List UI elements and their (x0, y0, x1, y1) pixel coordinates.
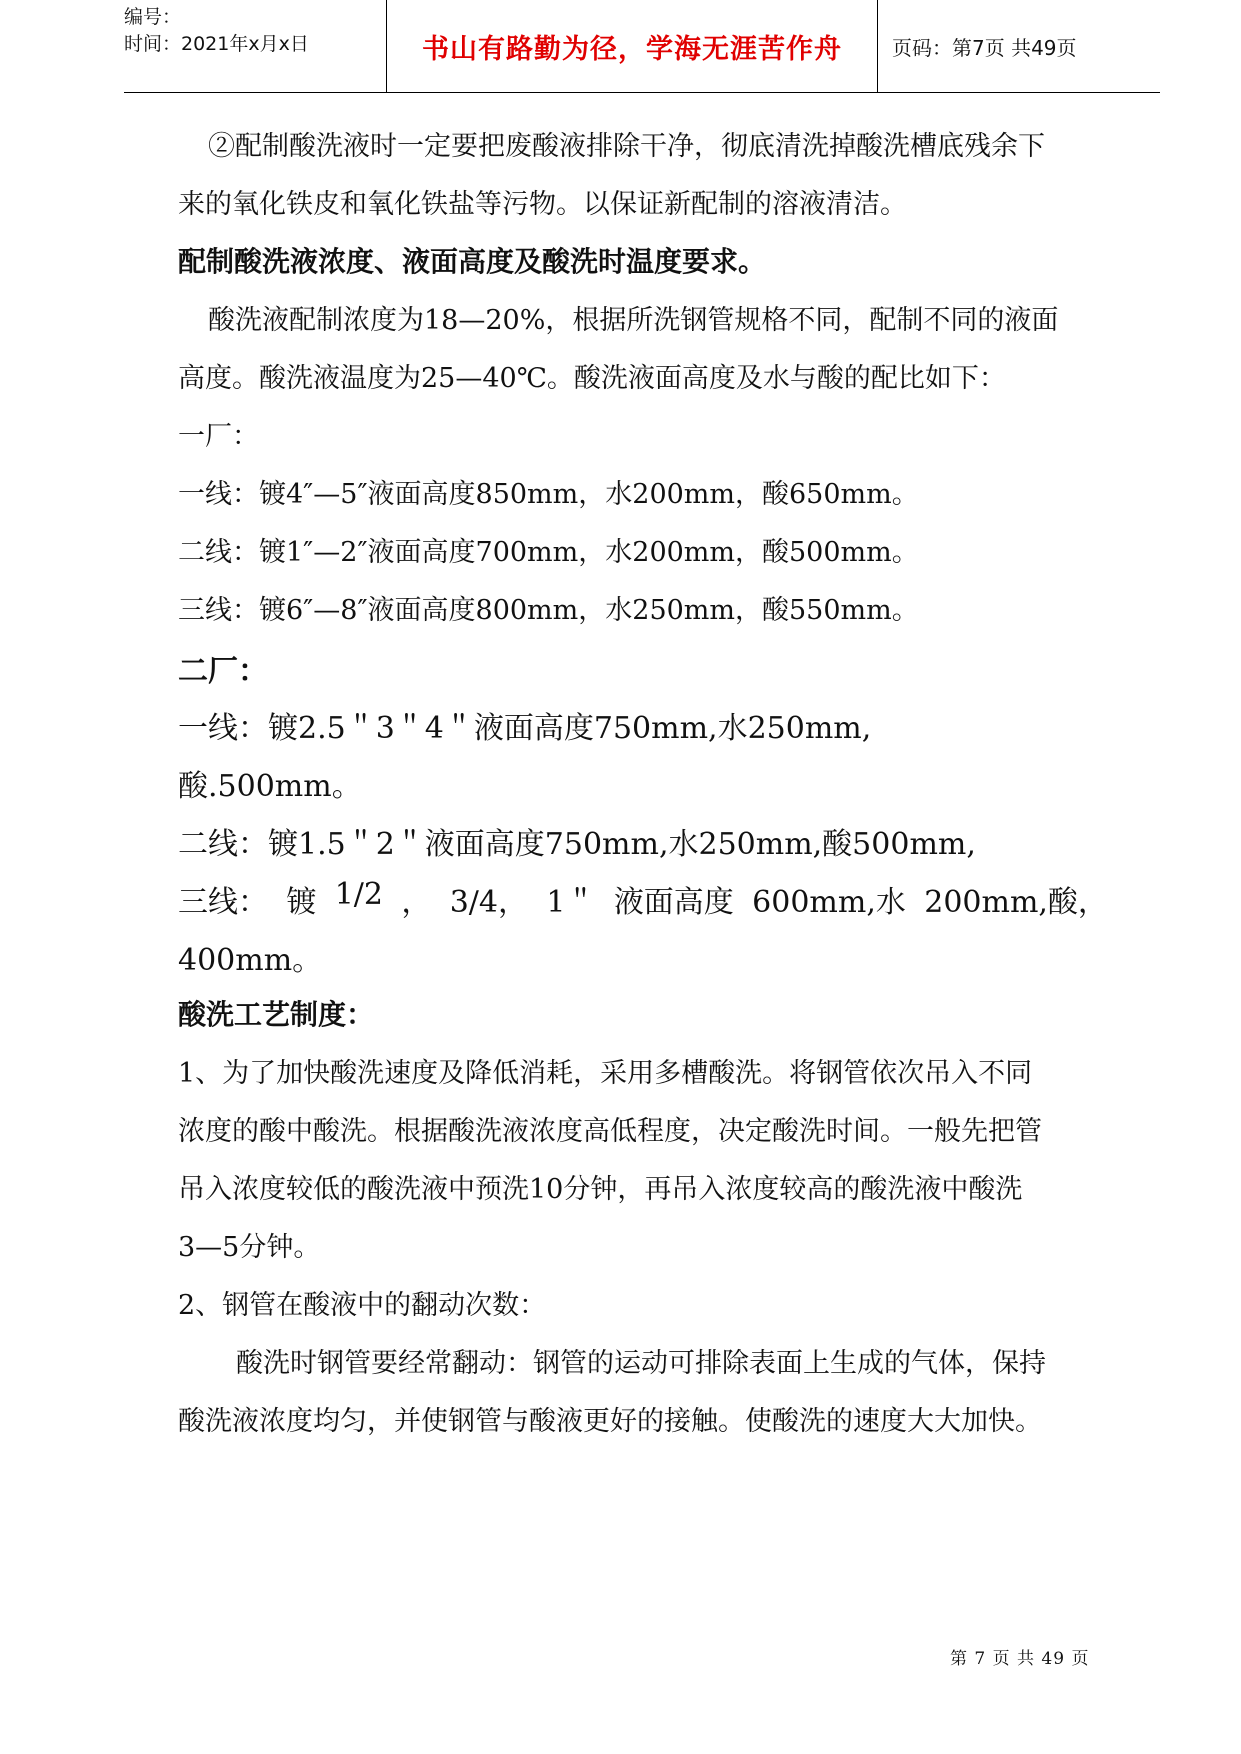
paragraph-line: 400mm。 (178, 943, 323, 978)
paragraph-line: 酸洗液浓度均匀，并使钢管与酸液更好的接触。使酸洗的速度大大加快。 (178, 1406, 1042, 1437)
section-heading: 配制酸洗液浓度、液面高度及酸洗时温度要求。 (178, 245, 767, 278)
paragraph-line: 二线：镀1″—2″液面高度700mm，水200mm，酸500mm。 (178, 537, 919, 568)
text-segment: 三线： (178, 885, 268, 920)
text-segment: 镀 (286, 885, 317, 920)
text-segment: 3/4， (449, 885, 528, 920)
paragraph-line: 浓度的酸中酸洗。根据酸洗液浓度高低程度，决定酸洗时间。一般先把管 (178, 1116, 1042, 1147)
header-motto: 书山有路勤为径，学海无涯苦作舟 (386, 0, 878, 92)
page-header (124, 0, 1160, 93)
text-segment: 1/2 (334, 877, 383, 912)
paragraph-line: 吊入浓度较低的酸洗液中预洗10分钟，再吊入浓度较高的酸洗液中酸洗 (178, 1174, 1023, 1205)
text-segment: 液面高度 (613, 885, 734, 920)
paragraph-line: 酸洗液配制浓度为18—20%，根据所洗钢管规格不同，配制不同的液面 (208, 305, 1059, 336)
paragraph-line: 1、为了加快酸洗速度及降低消耗，采用多槽酸洗。将钢管依次吊入不同 (178, 1058, 1033, 1089)
text-segment: ， (401, 885, 432, 920)
number-label: 编号： (124, 6, 182, 28)
paragraph-line: ②配制酸洗液时一定要把废酸液排除干净，彻底清洗掉酸洗槽底残余下 (208, 131, 1045, 162)
paragraph-line: 一厂： (178, 421, 259, 452)
header-page-info: 页码：第7页 共49页 (892, 35, 1077, 60)
header-meta (124, 0, 386, 96)
text-segment: 600mm,水 (752, 885, 906, 920)
paragraph-line: 来的氧化铁皮和氧化铁盐等污物。以保证新配制的溶液清洁。 (178, 189, 907, 220)
section-heading: 酸洗工艺制度： (178, 998, 375, 1031)
paragraph-line: 二线：镀1.5＂2＂液面高度750mm,水250mm,酸500mm, (178, 827, 976, 862)
paragraph-line-justified (178, 877, 1108, 921)
paragraph-line: 3—5分钟。 (178, 1232, 321, 1263)
page-footer: 第 7 页 共 49 页 (950, 1649, 1090, 1669)
paragraph-line: 一线：镀4″—5″液面高度850mm，水200mm，酸650mm。 (178, 479, 919, 510)
paragraph-line: 酸洗时钢管要经常翻动：钢管的运动可排除表面上生成的气体，保持 (236, 1348, 1046, 1379)
time-label: 时间：2021年x月x日 (124, 33, 309, 55)
paragraph-line: 高度。酸洗液温度为25—40℃。酸洗液面高度及水与酸的配比如下： (178, 363, 1006, 394)
text-segment: 200mm,酸， (924, 885, 1108, 920)
paragraph-line: 2、钢管在酸液中的翻动次数： (178, 1290, 547, 1321)
text-segment: 1＂ (546, 885, 596, 920)
section-heading: 二厂： (178, 654, 268, 689)
paragraph-line: 酸.500mm。 (178, 769, 362, 804)
paragraph-line: 三线：镀6″—8″液面高度800mm，水250mm，酸550mm。 (178, 595, 919, 626)
paragraph-line: 一线：镀2.5＂3＂4＂液面高度750mm,水250mm, (178, 711, 872, 746)
